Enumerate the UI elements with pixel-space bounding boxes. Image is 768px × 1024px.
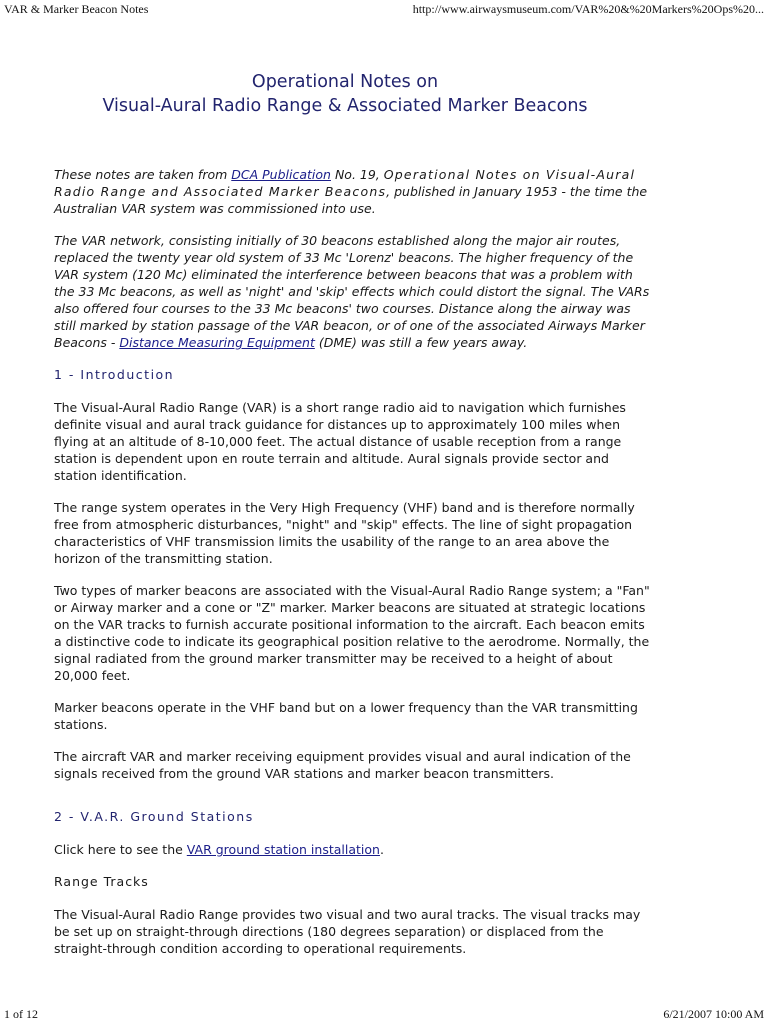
document-body <box>54 166 654 972</box>
var-network-paragraph <box>54 232 654 351</box>
var-ground-station-installation-link[interactable]: VAR ground station installation <box>186 842 380 857</box>
installation-suffix: . <box>379 842 384 857</box>
print-footer-datetime: 6/21/2007 10:00 AM <box>663 1007 764 1021</box>
intro-mid: No. 19, <box>330 167 384 182</box>
dca-publication-link[interactable]: DCA Publication <box>231 167 331 182</box>
section-heading-introduction: 1 - Introduction <box>54 367 175 382</box>
intro-prefix: These notes are taken from <box>54 167 232 182</box>
intro-document-title: Operational Notes on Visual-Aural Radio Range and Associated Marker Beacons <box>54 167 636 199</box>
dme-link[interactable]: Distance Measuring Equipment <box>119 335 315 350</box>
var-network-suffix: (DME) was still a few years away. <box>314 335 528 350</box>
print-footer-page-count: 1 of 12 <box>4 1007 38 1021</box>
installation-paragraph <box>54 841 654 858</box>
intro-section-paragraph-3: Two types of marker beacons are associated with the Visual-Aural Radio Range system; a "Fan" or Airway marker and a cone or "Z" marker. Marker beacons are situated at strategic locations on the VAR tracks to furnish accurate positional information to the aircraft. Each beacon emits a distinctive code to indicate its geographical position relative to the aerodrome. Normally, the signal radiated from the ground marker transmitter may be received to a height of about 20,000 feet. <box>54 583 650 683</box>
intro-section-paragraph-4: Marker beacons operate in the VHF band but on a lower frequency than the VAR transmitting stations. <box>54 700 638 732</box>
subheading-range-tracks: Range Tracks <box>54 874 149 889</box>
page-title-line-2: Visual-Aural Radio Range & Associated Marker Beacons <box>102 96 588 116</box>
intro-section-paragraph-2: The range system operates in the Very High Frequency (VHF) band and is therefore normally free from atmospheric disturbances, "night" and "skip" effects. The line of sight propagation characteristics of VHF transmission limits the usability of the range to an area above the horizon of the transmitting station. <box>54 500 635 566</box>
intro-paragraph <box>54 166 654 217</box>
intro-section-paragraph-5: The aircraft VAR and marker receiving equipment provides visual and aural indication of the signals received from the ground VAR stations and marker beacon transmitters. <box>54 749 631 781</box>
var-network-text: The VAR network, consisting initially of 30 beacons established along the major air routes, replaced the twenty year old system of 33 Mc 'Lorenz' beacons. The higher frequency of the VAR system (120 Mc) eliminated the interference between beacons that was a problem with the 33 Mc beacons, as well as 'night' and 'skip' effects which could distort the signal. The VARs also offered four courses to the 33 Mc beacons' two courses. Distance along the airway was still marked by station passage of the VAR beacon, or of one of the associated Airways Marker Beacons - <box>54 233 650 350</box>
intro-suffix: , published in January 1953 - the time the Australian VAR system was commissioned into use. <box>54 184 648 216</box>
range-tracks-paragraph: The Visual-Aural Radio Range provides two visual and two aural tracks. The visual tracks may be set up on straight-through directions (180 degrees separation) or displaced from the straight-through condition according to operational requirements. <box>54 907 641 956</box>
section-heading-ground-stations: 2 - V.A.R. Ground Stations <box>54 809 254 824</box>
print-header-url: http://www.airwaysmuseum.com/VAR%20&%20Markers%20Ops%20... <box>412 2 764 16</box>
print-header-page-title: VAR & Marker Beacon Notes <box>4 2 149 16</box>
page-title <box>0 70 690 118</box>
installation-prefix: Click here to see the <box>54 842 187 857</box>
intro-section-paragraph-1: The Visual-Aural Radio Range (VAR) is a short range radio aid to navigation which furnishes definite visual and aural track guidance for distances up to approximately 100 miles when flying at an altitude of 8-10,000 feet. The actual distance of usable reception from a range station is dependent upon en route terrain and altitude. Aural signals provide sector and station identification. <box>54 400 626 483</box>
page-title-line-1: Operational Notes on <box>251 72 439 92</box>
